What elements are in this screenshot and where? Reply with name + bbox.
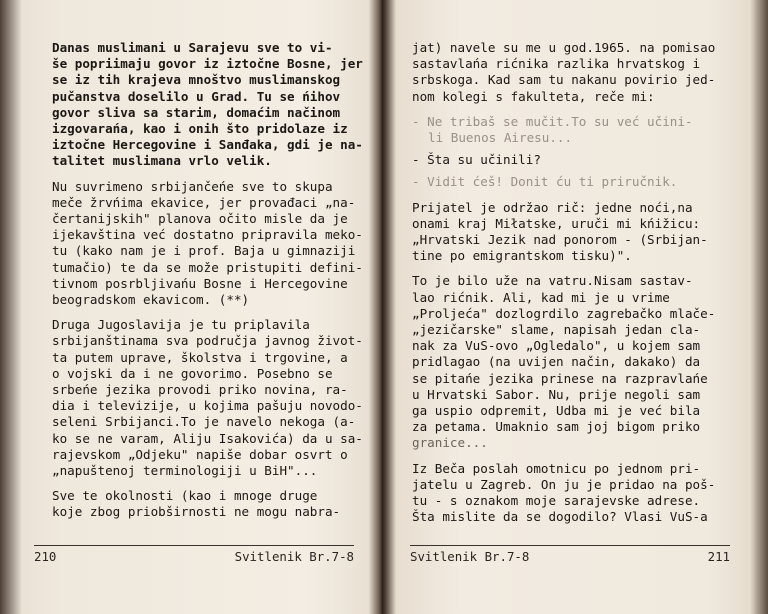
text-line: govor sliva sa starim, domaćim načinom — [52, 104, 341, 120]
text-line: se iz tih krajeva mnoštvo muslimanskog — [52, 72, 341, 88]
text-line: ko se ne varam, Aliju Isakovića) da u sa- — [52, 430, 363, 446]
text-line: Šta mislite da se dogodilo? Vlasi VuS-a — [412, 509, 708, 525]
right-paragraph-3 — [412, 273, 730, 451]
left-page — [52, 40, 370, 530]
left-page-footer — [34, 545, 354, 564]
text-line: tu - s oznakom moje sarajevske adrese. — [412, 493, 701, 509]
right-paragraph-4 — [412, 461, 730, 526]
text-line: pridlagao (na uvijen način, dakako) da — [412, 354, 701, 370]
right-paragraph-2 — [412, 200, 730, 265]
page-number: 210 — [34, 549, 57, 564]
left-paragraph-4 — [52, 488, 370, 520]
text-line: To je bilo uže na vatru.Nisam sastav- — [412, 273, 693, 289]
left-paragraph-2 — [52, 179, 370, 309]
text-line: tine po emigrantskom tisku)". — [412, 248, 632, 264]
text-line: izgovarańa, kao i onih što pridolaze iz — [52, 121, 348, 137]
text-line: koje zbog priobširnosti ne mogu nabra- — [52, 504, 341, 520]
text-line: lao rićnik. Ali, kad mi je u vrime — [412, 289, 670, 305]
text-line: tumačio) te da se može pristupiti defini- — [52, 259, 363, 275]
text-line: nom kolegi s fakulteta, reče mi: — [412, 88, 655, 104]
page-edge-shadow-right — [750, 0, 768, 614]
text-line: onami kraj Miłatske, uruči mi kńižicu: — [412, 215, 701, 231]
left-paragraph-3 — [52, 317, 370, 479]
dialogue-block — [412, 114, 730, 191]
page-number: 211 — [707, 549, 730, 564]
text-line: - Šta su učinili? — [412, 152, 541, 168]
text-line: jat) navele su me u god.1965. na pomisao — [412, 40, 716, 55]
text-line: nak za VuS-ovo „Ogledalo", u kojem sam — [412, 338, 701, 354]
running-head: Svitlenik Br.7-8 — [410, 549, 530, 564]
text-line: sastavlańa rićnika razlika hrvatskog i — [412, 56, 701, 72]
text-line: talitet muslimana vrlo velik. — [52, 153, 272, 169]
text-line: srbeńe jezika provodi priko novina, ra- — [52, 382, 348, 398]
text-line: Druga Jugoslavija je tu priplavila — [52, 317, 310, 333]
text-line: tivnom posrbljivańu Bosne i Hercegovine — [52, 275, 348, 291]
text-line: srbskoga. Kad sam tu nakanu povirio jed- — [412, 72, 716, 88]
text-line: dia i televizije, u kojima pašuju novodo- — [52, 398, 363, 414]
text-line: Iz Beča poslah omotnicu po jednom pri- — [412, 460, 701, 476]
text-line: „Hrvatski Jezik nad ponorom - (Srbijan- — [412, 232, 708, 248]
text-line: beogradskom ekavicom. (**) — [52, 292, 250, 308]
text-line: li Buenos Airesu... — [428, 130, 573, 146]
text-line: Prijatel je održao rič: jedne noći,na — [412, 199, 693, 215]
text-line: o vojski da i ne govorimo. Posebno se — [52, 365, 333, 381]
right-paragraph-1 — [412, 40, 730, 105]
text-line: Danas muslimani u Sarajevu sve to vi- — [52, 40, 333, 55]
text-line: „Proljeća" dozlogrdilo zagrebačko mlače- — [412, 305, 716, 321]
text-line: za petama. Umaknio sam joj bigom priko — [412, 419, 701, 435]
text-line: ga uspio odpremit, Udba mi je već bila — [412, 403, 701, 419]
text-line: srbijanštinama sva područja javnog život- — [52, 333, 363, 349]
text-line: „jezičarske" slame, napisah jedan cla- — [412, 322, 701, 338]
right-page — [412, 40, 730, 534]
text-line: ta putem uprave, školstva i trgovine, a — [52, 349, 348, 365]
page-edge-shadow-left — [0, 0, 22, 614]
text-line: še popriimaju govor iz iztočne Bosne, jer — [52, 56, 363, 72]
left-paragraph-1 — [52, 40, 370, 170]
text-line: rajevskom „Odjeku" napiše dobar osvrt o — [52, 446, 348, 462]
text-line: ijekavština već dostatno pripravila meko- — [52, 227, 363, 243]
text-line: granice... — [412, 435, 488, 451]
text-line: meče žrvńima ekavice, jer provađaci „na- — [52, 194, 356, 210]
text-line: tu (kako nam je i prof. Baja u gimnaziji — [52, 243, 356, 259]
text-line: seleni Srbijanci.To je navelo nekoga (a- — [52, 414, 356, 430]
text-line: pučanstva doselilo u Grad. Tu se ńihov — [52, 88, 341, 104]
text-line: se pitańe jezika prinese na razpravlańe — [412, 370, 708, 386]
text-line: iztočne Hercegovine i Sanđaka, gdi je na- — [52, 137, 363, 153]
text-line: jatelu u Zagreb. On ju je pridao na poš- — [412, 476, 716, 492]
right-page-footer — [410, 545, 730, 564]
text-line: Sve te okolnosti (kao i mnoge druge — [52, 488, 318, 504]
text-line: čertanijskih" planova očito misle da je — [52, 211, 348, 227]
text-line: - Ne tribaš se mučit.To su već učini- — [412, 113, 693, 129]
running-head: Svitlenik Br.7-8 — [234, 549, 354, 564]
text-line: „napuštenoj terminologiji u BiH"... — [52, 463, 318, 479]
text-line: Nu suvrimeno srbijančeńe sve to skupa — [52, 178, 333, 194]
text-line: - Vidit ćeš! Donit ću ti priručnik. — [412, 174, 678, 190]
text-line: u Hrvatski Sabor. Nu, prije negoli sam — [412, 386, 701, 402]
